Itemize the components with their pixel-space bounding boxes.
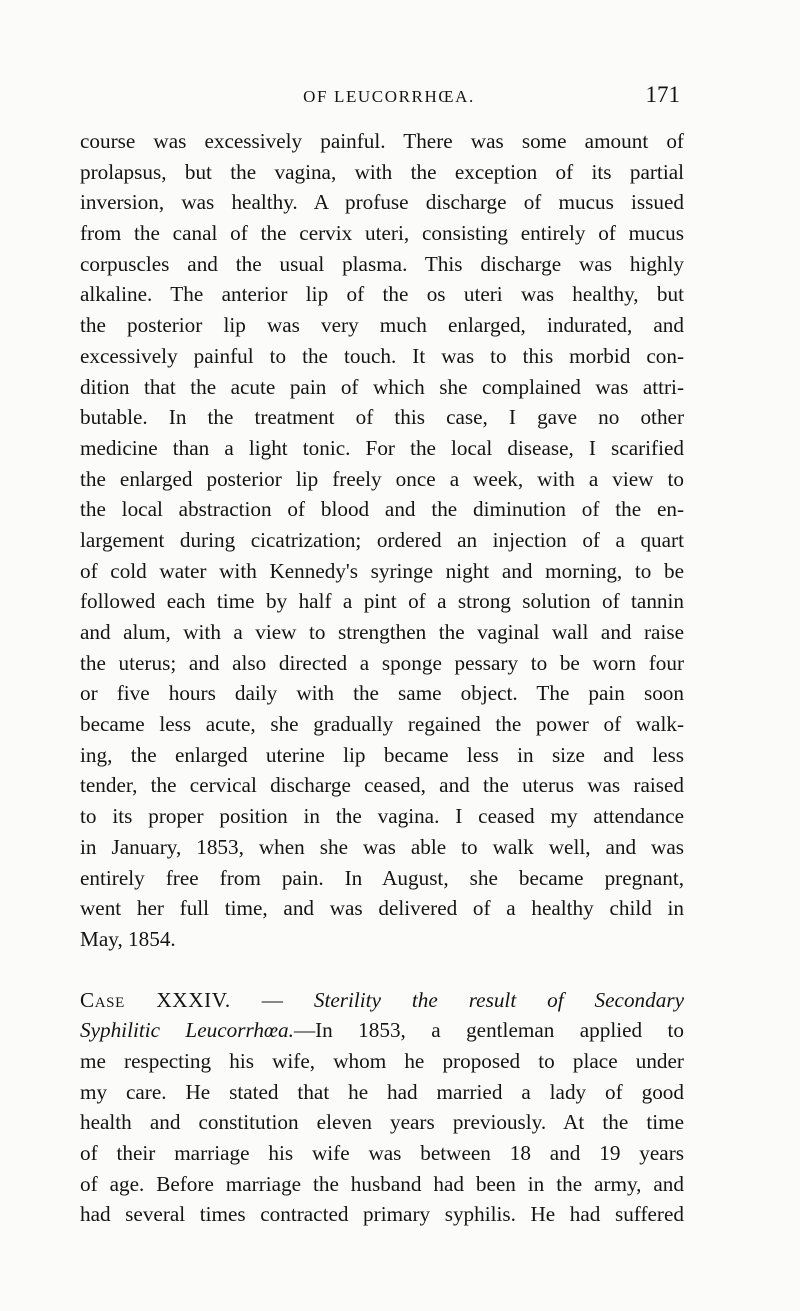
running-title: OF LEUCORRHŒA.: [303, 87, 475, 106]
text-line: the local abstraction of blood and the diminution of the en-: [80, 497, 684, 522]
text-line: my care. He stated that he had married a lady of good: [80, 1079, 684, 1104]
text-line: ing, the enlarged uterine lip became less in size and less: [80, 742, 684, 767]
case-title-part-2: Syphilitic Leucorrhœa.: [80, 1018, 294, 1043]
text-line: corpuscles and the usual plasma. This discharge was highly: [80, 251, 684, 276]
text-line: me respecting his wife, whom he proposed to place under: [80, 1048, 684, 1073]
text-line: of cold water with Kennedy's syringe night and morning, to be: [80, 558, 684, 583]
text-line: alkaline. The anterior lip of the os uteri was healthy, but: [80, 282, 684, 307]
text-line: largement during cicatrization; ordered an injection of a quart: [80, 527, 684, 552]
case-label: Case XXXIV.: [80, 987, 231, 1012]
text-line: in January, 1853, when she was able to walk well, and was: [80, 834, 684, 859]
case-text-start: —In 1853, a gentleman applied to: [293, 1018, 684, 1043]
case-title-part-1: Sterility the result of Secondary: [313, 987, 684, 1012]
case-heading-line: [80, 985, 684, 1016]
text-line: to its proper position in the vagina. I ceased my attendance: [80, 804, 684, 829]
page-number: 171: [645, 82, 680, 107]
text-line: medicine than a light tonic. For the local disease, I scarified: [80, 435, 684, 460]
text-line: of their marriage his wife was between 18 and 19 years: [80, 1141, 684, 1165]
text-line: tender, the cervical discharge ceased, and the uterus was raised: [80, 773, 684, 798]
paragraph-case-34: [80, 985, 684, 1231]
text-line: the enlarged posterior lip freely once a week, with a view to: [80, 466, 684, 491]
text-line: entirely free from pain. In August, she became pregnant,: [80, 865, 684, 890]
case-heading-line-2: [80, 1015, 684, 1046]
text-line: inversion, was healthy. A profuse discharge of mucus issued: [80, 190, 684, 215]
text-line: the posterior lip was very much enlarged, indurated, and: [80, 313, 684, 338]
text-line: dition that the acute pain of which she complained was attri-: [80, 374, 684, 399]
text-line: the uterus; and also directed a sponge pessary to be worn four: [80, 650, 684, 675]
text-line: excessively painful to the touch. It was to this morbid con-: [80, 343, 684, 368]
text-line: and alum, with a view to strengthen the vaginal wall and raise: [80, 620, 684, 644]
paragraph-prolapsus-case: [80, 126, 684, 955]
text-line: May, 1854.: [80, 926, 176, 951]
paragraph-gap: [80, 955, 684, 985]
case-dash: —: [230, 987, 314, 1012]
body-text: [80, 126, 684, 1230]
text-line: butable. In the treatment of this case, I gave no other: [80, 405, 684, 430]
text-line: became less acute, she gradually regained the power of walk-: [80, 712, 684, 737]
text-line: from the canal of the cervix uteri, consisting entirely of mucus: [80, 221, 684, 246]
text-line: followed each time by half a pint of a strong solution of tannin: [80, 589, 684, 614]
text-line: prolapsus, but the vagina, with the exception of its partial: [80, 159, 684, 184]
running-head: [80, 82, 680, 112]
text-line: or five hours daily with the same object. The pain soon: [80, 681, 684, 706]
text-line: had several times contracted primary syphilis. He had suffered: [80, 1202, 684, 1227]
text-line: health and constitution eleven years previously. At the time: [80, 1110, 684, 1135]
text-line: course was excessively painful. There was some amount of: [80, 129, 684, 153]
text-line: went her full time, and was delivered of a healthy child in: [80, 896, 684, 921]
text-line: of age. Before marriage the husband had been in the army, and: [80, 1171, 684, 1196]
